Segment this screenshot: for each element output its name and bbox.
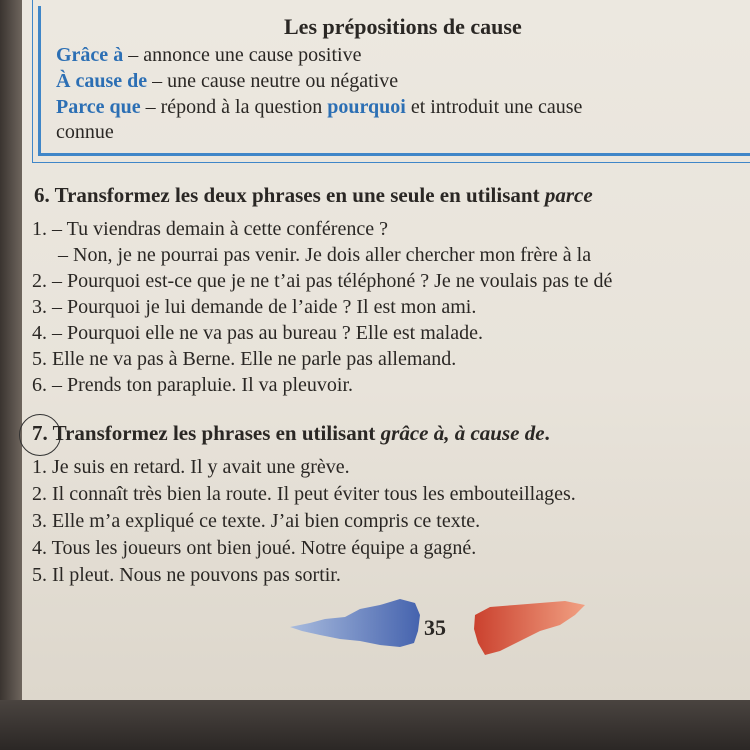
rule-text: et introduit une cause [405, 96, 583, 118]
exercise-heading-text: 6. Transformez les deux phrases en une seule en utilisant [34, 183, 545, 207]
rule-title: Les prépositions de cause [284, 14, 522, 39]
exercise-heading-end: . [544, 421, 550, 445]
exercise-6-item: 3. – Pourquoi je lui demande de l’aide ? Il est mon ami. [32, 296, 477, 318]
rule-keyword: pourquoi [327, 96, 406, 118]
exercise-7-item: 2. Il connaît très bien la route. Il peut éviter tous les embouteillages. [32, 483, 576, 505]
exercise-7-item: 3. Elle m’a expliqué ce texte. J’ai bien compris ce texte. [32, 510, 481, 532]
rule-keyword: À cause de [56, 70, 148, 92]
exercise-6-item: 1. – Tu viendras demain à cette conférence ? [32, 218, 388, 240]
rule-line-parce-que [56, 96, 582, 119]
page-shadow-left [0, 0, 22, 750]
exercise-6-item: – Non, je ne pourrai pas venir. Je dois aller chercher mon frère à la [58, 244, 592, 266]
rule-keyword: Grâce à [56, 44, 124, 66]
rule-text: – répond à la question [140, 96, 328, 118]
exercise-6-item: 6. – Prends ton parapluie. Il va pleuvoir. [32, 374, 354, 396]
rule-line-continuation: connue [56, 121, 114, 143]
rule-text: – une cause neutre ou négative [147, 70, 399, 92]
page-shadow-bottom [0, 700, 750, 750]
rule-keyword: Parce que [56, 96, 141, 118]
exercise-heading-italic: grâce à, à cause de [380, 421, 545, 445]
page-number: 35 [424, 615, 446, 640]
exercise-6-heading [34, 183, 593, 208]
exercise-6-item: 2. – Pourquoi est-ce que je ne t’ai pas téléphoné ? Je ne voulais pas te dé [32, 270, 613, 292]
exercise-6-item: 4. – Pourquoi elle ne va pas au bureau ? Elle est malade. [32, 322, 483, 344]
exercise-7-item: 4. Tous les joueurs ont bien joué. Notre équipe a gagné. [32, 537, 477, 559]
exercise-7-heading [32, 421, 550, 446]
rule-text: – annonce une cause positive [123, 44, 362, 66]
exercise-7-item: 5. Il pleut. Nous ne pouvons pas sortir. [32, 564, 341, 586]
exercise-7-item: 1. Je suis en retard. Il y avait une grève. [32, 456, 350, 478]
rule-line-a-cause [56, 70, 398, 93]
rule-line-grace [56, 44, 361, 67]
exercise-heading-text: 7. Transformez les phrases en utilisant [32, 421, 381, 445]
exercise-6-item: 5. Elle ne va pas à Berne. Elle ne parle pas allemand. [32, 348, 457, 370]
exercise-heading-italic: parce [544, 183, 593, 207]
